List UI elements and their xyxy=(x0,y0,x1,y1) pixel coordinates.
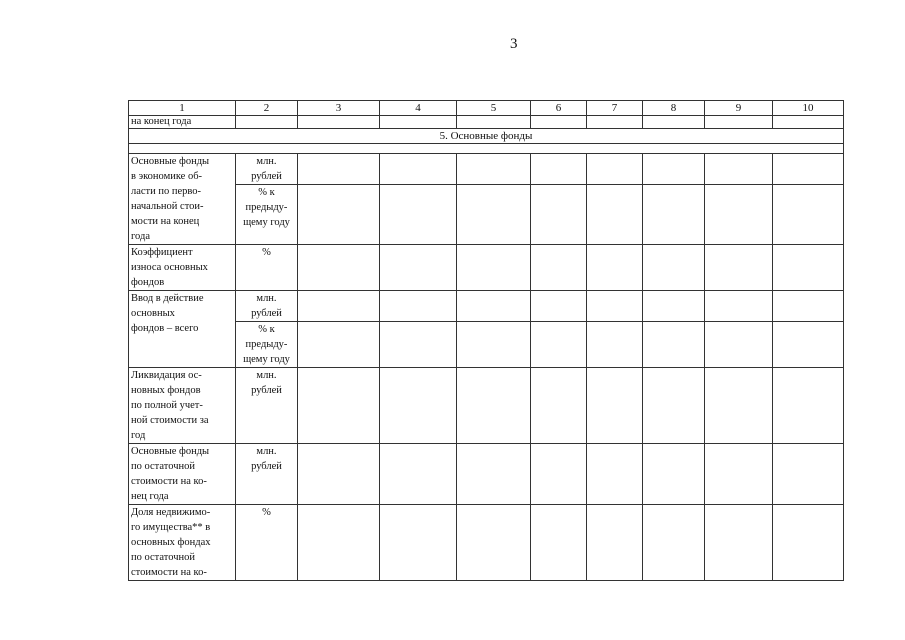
table-cell xyxy=(587,368,643,444)
row-label xyxy=(129,368,236,444)
table-cell xyxy=(705,505,773,581)
section-title-row xyxy=(129,129,844,144)
table-row xyxy=(129,322,844,368)
table-cell xyxy=(531,444,587,505)
table-cell xyxy=(773,444,844,505)
unit-cell xyxy=(236,154,298,185)
table-cell xyxy=(587,116,643,129)
col-header-3: 3 xyxy=(298,101,380,116)
row-label-text: Основные фонды в экономике об- ласти по перво- начальной стои- мости на конец года xyxy=(131,156,210,242)
table-row xyxy=(129,444,844,505)
table-cell xyxy=(643,185,705,245)
unit-text: % xyxy=(262,247,271,258)
row-label xyxy=(129,505,236,581)
row-label-text: Ликвидация ос- новных фондов по полной учет- ной стоимости за год xyxy=(131,370,209,441)
col-header-8: 8 xyxy=(643,101,705,116)
row-label xyxy=(129,444,236,505)
table-cell xyxy=(705,185,773,245)
unit-text: млн. рублей xyxy=(251,156,282,182)
table-cell xyxy=(705,116,773,129)
col-header-9: 9 xyxy=(705,101,773,116)
col-header-5: 5 xyxy=(457,101,531,116)
table-cell xyxy=(380,116,457,129)
table-cell xyxy=(643,505,705,581)
table-cell xyxy=(773,505,844,581)
table-cell xyxy=(380,322,457,368)
table-cell xyxy=(380,185,457,245)
table-row xyxy=(129,368,844,444)
table-cell xyxy=(531,116,587,129)
table-cell xyxy=(531,185,587,245)
table-cell xyxy=(531,291,587,322)
table-row xyxy=(129,291,844,322)
unit-cell xyxy=(236,444,298,505)
unit-cell xyxy=(236,185,298,245)
end-of-year-row xyxy=(129,116,844,129)
table-cell xyxy=(705,444,773,505)
table-cell xyxy=(587,444,643,505)
table-cell xyxy=(236,116,298,129)
col-header-1: 1 xyxy=(129,101,236,116)
table-cell xyxy=(531,322,587,368)
table-row xyxy=(129,245,844,291)
table-cell xyxy=(457,185,531,245)
unit-text: % xyxy=(262,507,271,518)
table-cell xyxy=(457,505,531,581)
spacer-row xyxy=(129,144,844,154)
unit-cell xyxy=(236,245,298,291)
table-cell xyxy=(298,116,380,129)
table-cell xyxy=(380,368,457,444)
table-cell xyxy=(457,245,531,291)
col-header-7: 7 xyxy=(587,101,643,116)
table-cell xyxy=(380,505,457,581)
table-cell xyxy=(457,444,531,505)
table-cell xyxy=(298,368,380,444)
table-cell xyxy=(643,116,705,129)
table-cell xyxy=(643,154,705,185)
column-number-row xyxy=(129,101,844,116)
table-cell xyxy=(705,245,773,291)
table-cell xyxy=(587,322,643,368)
table-cell xyxy=(380,291,457,322)
unit-text: млн. рублей xyxy=(251,370,282,396)
col-header-4: 4 xyxy=(380,101,457,116)
row-label-text: Ввод в действие основных фондов – всего xyxy=(131,293,204,334)
table-cell xyxy=(587,154,643,185)
table-cell xyxy=(705,154,773,185)
unit-text: % к предыду- щему году xyxy=(243,187,290,229)
table-cell xyxy=(298,154,380,185)
table-cell xyxy=(298,291,380,322)
table-cell xyxy=(587,291,643,322)
table-cell xyxy=(643,245,705,291)
table-row xyxy=(129,185,844,245)
table-cell xyxy=(587,245,643,291)
table-cell xyxy=(531,368,587,444)
statistics-form-table xyxy=(128,100,844,581)
row-label xyxy=(129,291,236,368)
unit-text: млн. рублей xyxy=(251,446,282,472)
unit-text: % к предыду- щему году xyxy=(243,324,290,365)
col-header-10: 10 xyxy=(773,101,844,116)
table-cell xyxy=(705,368,773,444)
table-cell xyxy=(298,505,380,581)
row-label-text: Доля недвижимо- го имущества** в основных фондах по остаточной стоимости на ко- xyxy=(131,507,211,578)
table-cell xyxy=(773,291,844,322)
unit-cell xyxy=(236,368,298,444)
end-of-year-label: на конец года xyxy=(129,116,236,129)
section-title: 5. Основные фонды xyxy=(129,129,844,144)
table-cell xyxy=(773,116,844,129)
unit-text: млн. рублей xyxy=(251,293,282,319)
table-cell xyxy=(531,245,587,291)
table-cell xyxy=(643,291,705,322)
page-number: 3 xyxy=(510,36,518,52)
table-cell xyxy=(380,245,457,291)
table-cell xyxy=(298,245,380,291)
table-cell xyxy=(531,505,587,581)
col-header-6: 6 xyxy=(531,101,587,116)
table-cell xyxy=(705,291,773,322)
table-cell xyxy=(129,144,844,154)
table-cell xyxy=(643,368,705,444)
table-row xyxy=(129,505,844,581)
table-cell xyxy=(380,444,457,505)
row-label xyxy=(129,154,236,245)
table-cell xyxy=(298,322,380,368)
table-cell xyxy=(773,245,844,291)
table-cell xyxy=(298,444,380,505)
unit-cell xyxy=(236,291,298,322)
unit-cell xyxy=(236,505,298,581)
row-label-text: Основные фонды по остаточной стоимости на ко- нец года xyxy=(131,446,210,502)
table-cell xyxy=(457,322,531,368)
table-cell xyxy=(643,322,705,368)
unit-cell xyxy=(236,322,298,368)
row-label-text: Коэффициент износа основных фондов xyxy=(131,247,208,288)
table-row xyxy=(129,154,844,185)
table-cell xyxy=(643,444,705,505)
table-cell xyxy=(457,116,531,129)
table-cell xyxy=(457,291,531,322)
table-cell xyxy=(773,368,844,444)
table-cell xyxy=(773,154,844,185)
table-cell xyxy=(773,322,844,368)
table-cell xyxy=(298,185,380,245)
table-cell xyxy=(380,154,457,185)
col-header-2: 2 xyxy=(236,101,298,116)
table-cell xyxy=(705,322,773,368)
row-label xyxy=(129,245,236,291)
table-cell xyxy=(587,505,643,581)
table-cell xyxy=(457,368,531,444)
table-cell xyxy=(773,185,844,245)
table-cell xyxy=(531,154,587,185)
table-cell xyxy=(587,185,643,245)
table-cell xyxy=(457,154,531,185)
